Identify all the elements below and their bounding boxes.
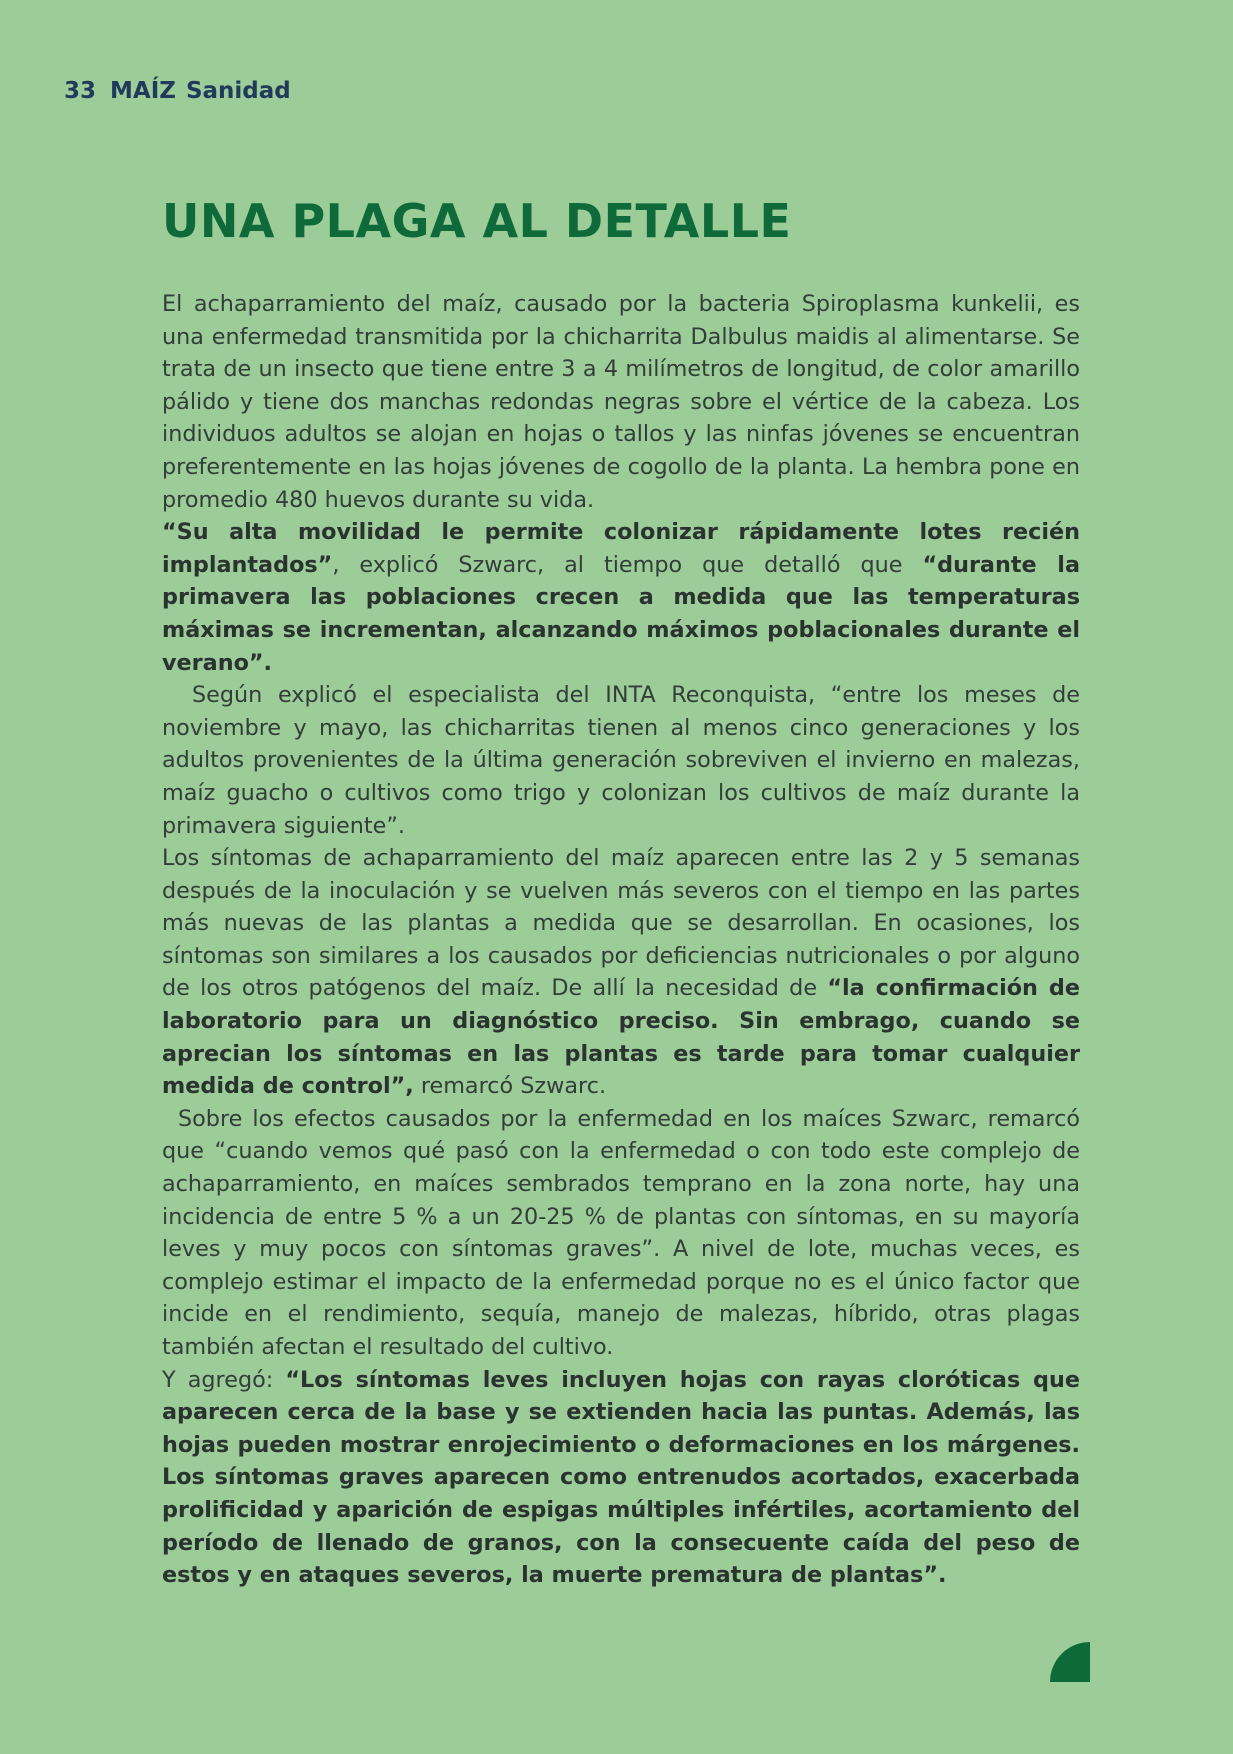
paragraph-6 [162,1364,1080,1592]
page-number: 33 [64,78,97,104]
paragraph-text: Los síntomas de achaparramiento del maíz aparecen entre las 2 y 5 semanas después de la inoculación y se vuelven más severos con el tiempo en las partes más nuevas de las plantas a medida que se desarrollan. En ocasiones, los síntomas son similares a los causados por deficiencias nutricionales o por alguno de los otros patógenos del maíz. De allí la necesidad de [162,845,1080,1002]
section-label: Sanidad [185,78,291,104]
quote-bold: “Su alta movilidad le permite colonizar rápidamente lotes recién implantados” [162,519,1080,578]
paragraph-4 [162,842,1080,1103]
page-header [64,78,291,104]
article-body [162,288,1080,1592]
paragraph-1: El achaparramiento del maíz, causado por la bacteria Spiroplasma kunkelii, es una enfermedad transmitida por la chicharrita Dalbulus maidis al alimentarse. Se trata de un insecto que tiene entre 3 a 4 milímetros de longitud, de color amarillo pálido y tiene dos manchas redondas negras sobre el vértice de la cabeza. Los individuos adultos se alojan en hojas o tallos y las ninfas jóvenes se encuentran preferentemente en las hojas jóvenes de cogollo de la planta. La hembra pone en promedio 480 huevos durante su vida. [162,291,1080,513]
quote-bold: “Los síntomas leves incluyen hojas con rayas cloróticas que aparecen cerca de la base y se extienden hacia las puntas. Además, las hojas pueden mostrar enrojecimiento o deformaciones en los márgenes. Los síntomas graves aparecen como entrenudos acortados, exacerbada prolificidad y aparición de espigas múltiples infértiles, acortamiento del período de llenado de granos, con la consecuente caída del peso de estos y en ataques severos, la muerte prematura de plantas”. [162,1366,1080,1589]
corner-decoration [1050,1642,1090,1682]
article-title: UNA PLAGA AL DETALLE [162,194,792,248]
paragraph-text: Y agregó: [162,1366,286,1393]
paragraph-2 [162,516,1080,679]
quote-bold: “la confirmación de laboratorio para un diagnóstico preciso. Sin embrago, cuando se aprecian los síntomas en las plantas es tarde para tomar cualquier medida de control”, [162,975,1080,1100]
quote-bold: “durante la primavera las poblaciones crecen a medida que las temperaturas máximas se incrementan, alcanzando máximos poblacionales durante el verano”. [162,551,1080,676]
paragraph-5: Sobre los efectos causados por la enfermedad en los maíces Szwarc, remarcó que “cuando vemos qué pasó con la enfermedad o con todo este complejo de achaparramiento, en maíces sembrados temprano en la zona norte, hay una incidencia de entre 5 % a un 20-25 % de plantas con síntomas, en su mayoría leves y muy pocos con síntomas graves”. A nivel de lote, muchas veces, es complejo estimar el impacto de la enfermedad porque no es el único factor que incide en el rendimiento, sequía, manejo de malezas, híbrido, otras plagas también afectan el resultado del cultivo. [162,1105,1080,1360]
paragraph-text: , explicó Szwarc, al tiempo que detalló que [332,551,923,578]
paragraph-3: Según explicó el especialista del INTA Reconquista, “entre los meses de noviembre y mayo, las chicharritas tienen al menos cinco generaciones y los adultos provenientes de la última generación sobreviven el invierno en malezas, maíz guacho o cultivos como trigo y colonizan los cultivos de maíz durante la primavera siguiente”. [162,682,1080,839]
brand-label: MAÍZ [110,78,176,104]
paragraph-text: remarcó Szwarc. [413,1073,607,1100]
